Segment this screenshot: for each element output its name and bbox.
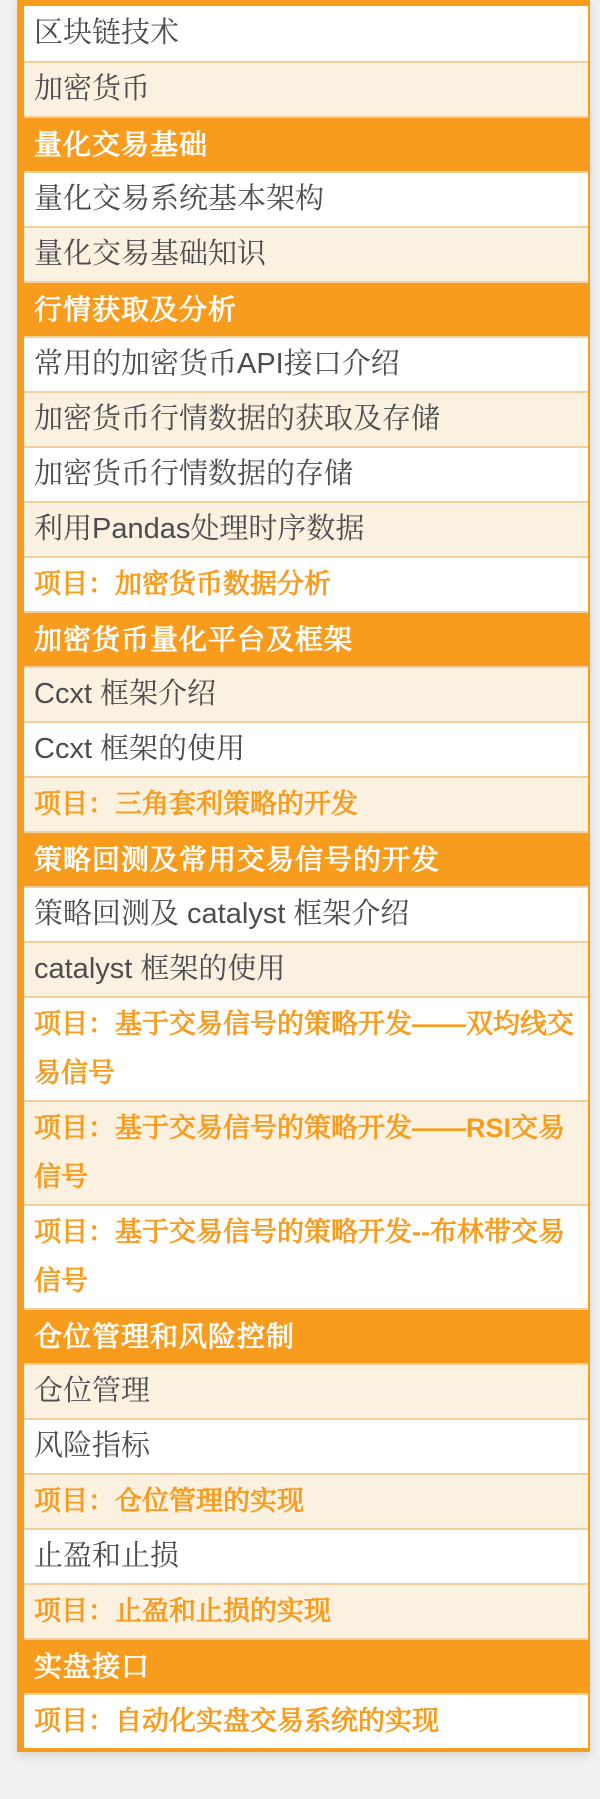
section-header-row: 行情获取及分析 bbox=[24, 281, 588, 336]
project-row: 项目：基于交易信号的策略开发——RSI交易信号 bbox=[24, 1100, 588, 1204]
project-row: 项目：三角套利策略的开发 bbox=[24, 776, 588, 831]
lesson-row: 加密货币 bbox=[24, 61, 588, 116]
project-row: 项目：基于交易信号的策略开发--布林带交易信号 bbox=[24, 1204, 588, 1308]
project-row: 项目：止盈和止损的实现 bbox=[24, 1583, 588, 1638]
course-outline-table bbox=[17, 0, 590, 1752]
section-header-row: 实盘接口 bbox=[24, 1638, 588, 1693]
section-header-row: 仓位管理和风险控制 bbox=[24, 1308, 588, 1363]
lesson-row: Ccxt 框架的使用 bbox=[24, 721, 588, 776]
lesson-row: 止盈和止损 bbox=[24, 1528, 588, 1583]
lesson-row: 加密货币行情数据的存储 bbox=[24, 446, 588, 501]
section-header-row: 策略回测及常用交易信号的开发 bbox=[24, 831, 588, 886]
project-row: 项目：自动化实盘交易系统的实现 bbox=[24, 1693, 588, 1748]
project-row: 项目：基于交易信号的策略开发——双均线交易信号 bbox=[24, 996, 588, 1100]
lesson-row: 风险指标 bbox=[24, 1418, 588, 1473]
lesson-row: catalyst 框架的使用 bbox=[24, 941, 588, 996]
lesson-row: 利用Pandas处理时序数据 bbox=[24, 501, 588, 556]
lesson-row: 常用的加密货币API接口介绍 bbox=[24, 336, 588, 391]
project-row: 项目：加密货币数据分析 bbox=[24, 556, 588, 611]
project-row: 项目：仓位管理的实现 bbox=[24, 1473, 588, 1528]
lesson-row: 策略回测及 catalyst 框架介绍 bbox=[24, 886, 588, 941]
lesson-row: 仓位管理 bbox=[24, 1363, 588, 1418]
lesson-row: Ccxt 框架介绍 bbox=[24, 666, 588, 721]
lesson-row: 量化交易系统基本架构 bbox=[24, 171, 588, 226]
lesson-row: 加密货币行情数据的获取及存储 bbox=[24, 391, 588, 446]
section-header-row: 加密货币量化平台及框架 bbox=[24, 611, 588, 666]
lesson-row: 量化交易基础知识 bbox=[24, 226, 588, 281]
lesson-row: 区块链技术 bbox=[24, 6, 588, 61]
section-header-row: 量化交易基础 bbox=[24, 116, 588, 171]
